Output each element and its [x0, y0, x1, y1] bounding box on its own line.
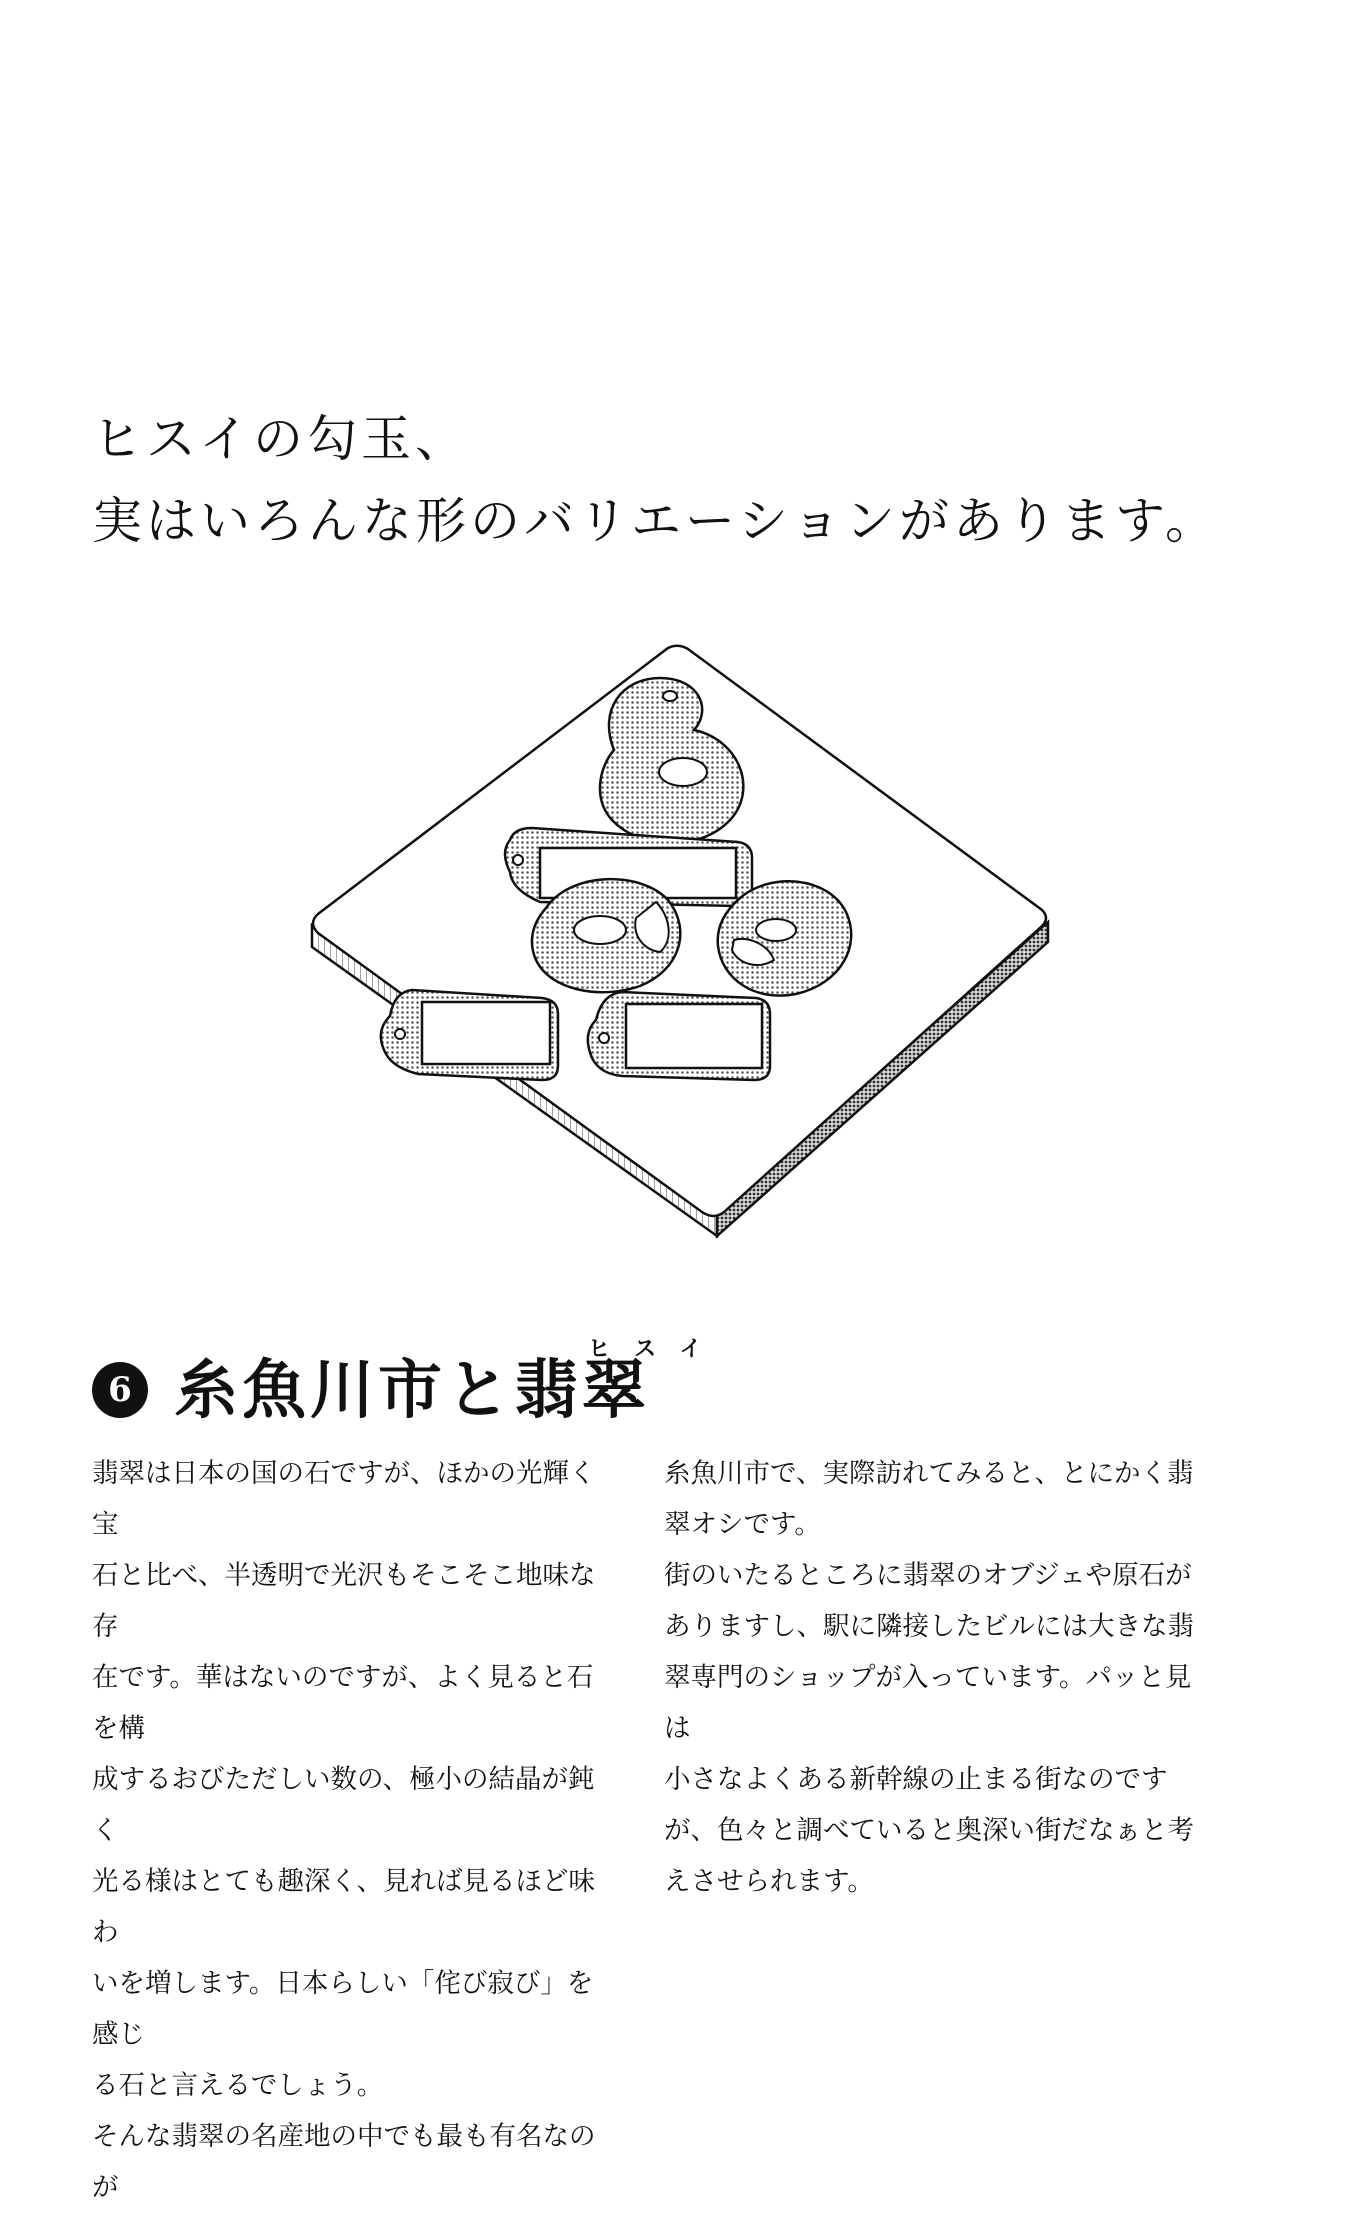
body-line: 翠専門のショップが入っています。パッと見は: [664, 1662, 1192, 1744]
body-column-left: [92, 1448, 612, 2213]
body-line: 成するおびただしい数の、極小の結晶が鈍く: [92, 1764, 595, 1846]
headline-line-1: ヒスイの勾玉、: [92, 410, 469, 468]
body-line: る石と言えるでしょう。: [92, 2070, 384, 2101]
body-line: 糸魚川市で、実際訪れてみると、とにかく翡: [664, 1458, 1194, 1489]
section-title: 糸魚川市と翡翠: [174, 1354, 650, 1428]
body-column-right: [664, 1448, 1204, 1907]
body-line: ありますし、駅に隣接したビルには大きな翡: [664, 1611, 1194, 1642]
section-heading: [92, 1332, 792, 1428]
magatama-bottom-right: [718, 881, 852, 995]
section-number-badge: 6: [92, 1362, 148, 1418]
body-line: そんな翡翠の名産地の中でも最も有名なのが: [92, 2121, 596, 2203]
title-ruby: ヒスイ: [588, 1337, 726, 1362]
body-line: 街のいたるところに翡翠のオブジェや原石が: [664, 1560, 1192, 1591]
body-line: 石と比べ、半透明で光沢もそこそこ地味な存: [92, 1560, 596, 1642]
body-line: 翡翠は日本の国の石ですが、ほかの光輝く宝: [92, 1458, 596, 1540]
body-line: が、色々と調べていると奥深い街だなぁと考: [664, 1815, 1194, 1846]
body-line: えさせられます。: [664, 1866, 874, 1897]
name-tag-bottom-left: [381, 990, 558, 1080]
headline: [92, 398, 1219, 562]
body-line: 小さなよくある新幹線の止まる街なのです: [664, 1764, 1168, 1795]
magatama-display-illustration: [300, 640, 1060, 1260]
body-line: 在です。華はないのですが、よく見ると石を構: [92, 1662, 594, 1744]
name-tag-bottom-right: [588, 992, 770, 1080]
body-line: 翠オシです。: [664, 1509, 821, 1540]
headline-line-2: 実はいろんな形のバリエーションがあります。: [92, 492, 1219, 550]
body-line: いを増します。日本らしい「侘び寂び」を感じ: [92, 1968, 594, 2050]
body-line: 光る様はとても趣深く、見れば見るほど味わ: [92, 1866, 595, 1948]
